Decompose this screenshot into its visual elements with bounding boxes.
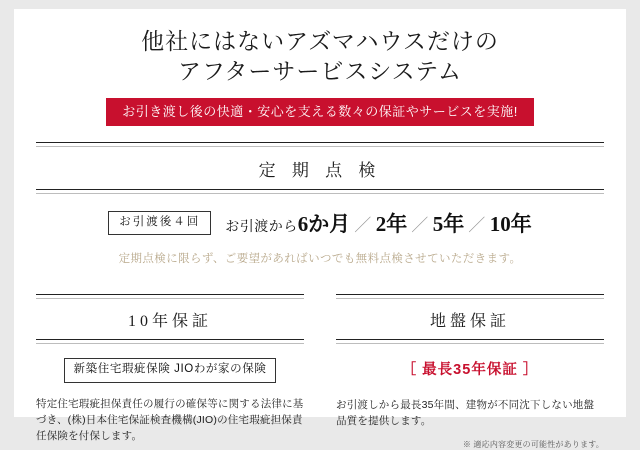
warranty-columns (36, 278, 604, 450)
inspection-separator-3: ／ (468, 216, 486, 235)
inspection-term-2: 2年 (375, 212, 408, 236)
ground-warranty-column (320, 278, 604, 450)
page-title-line-1: 他社にはないアズマハウスだけの (141, 29, 499, 54)
ground-divider-top (336, 294, 604, 295)
inspection-lead: お引渡から (225, 220, 298, 235)
inspection-term-3: 5年 (432, 212, 465, 236)
ground-divider-bottom (336, 339, 604, 340)
inspection-note: 定期点検に限らず、ご要望があればいつでも無料点検させていただきます。 (118, 253, 522, 265)
banner-wrap (14, 98, 626, 126)
page-title-line-2: アフターサービスシステム (177, 59, 463, 84)
ground-warranty-heading: 地盤保証 (429, 313, 510, 330)
ground-warranty-body: お引渡しから最長35年間、建物が不同沈下しない地盤品質を提供します。 (336, 398, 595, 427)
warranty-column (36, 278, 320, 450)
inspection-term-1: 6か月 (297, 212, 351, 236)
warranty-body: 特定住宅瑕疵担保責任の履行の確保等に関する法律に基づき、(株)日本住宅保証検査機構(JIO)の住宅瑕疵担保責任保険を付保します。 (36, 397, 304, 442)
ground-warranty-badge: ［ 最長35年保証 ］ (401, 362, 539, 378)
warranty-divider-top (36, 294, 304, 295)
inspection-heading: 定 期 点 検 (258, 161, 382, 180)
warranty-badge-wrap (36, 344, 304, 383)
warranty-heading: 10年保証 (127, 313, 212, 330)
title-block (14, 9, 626, 87)
inspection-schedule (225, 208, 532, 238)
inspection-separator-1: ／ (354, 216, 372, 235)
divider-top (36, 142, 604, 143)
inspection-section (36, 142, 604, 278)
ground-warranty-fineprint: ※ 適応内容変更の可能性があります。 (462, 439, 604, 449)
inspection-separator-2: ／ (411, 216, 429, 235)
ground-badge-wrap (336, 344, 604, 384)
warranty-badge: 新築住宅瑕疵保険 JIOわが家の保険 (64, 358, 277, 383)
divider-bottom (36, 189, 604, 190)
warranty-divider-bottom (36, 339, 304, 340)
highlight-banner: お引き渡し後の快適・安心を支える数々の保証やサービスを実施! (106, 98, 534, 126)
inspection-row (36, 194, 604, 238)
document-page (14, 9, 626, 449)
inspection-count-badge: お引渡後４回 (108, 211, 211, 236)
inspection-term-4: 10年 (489, 212, 532, 236)
